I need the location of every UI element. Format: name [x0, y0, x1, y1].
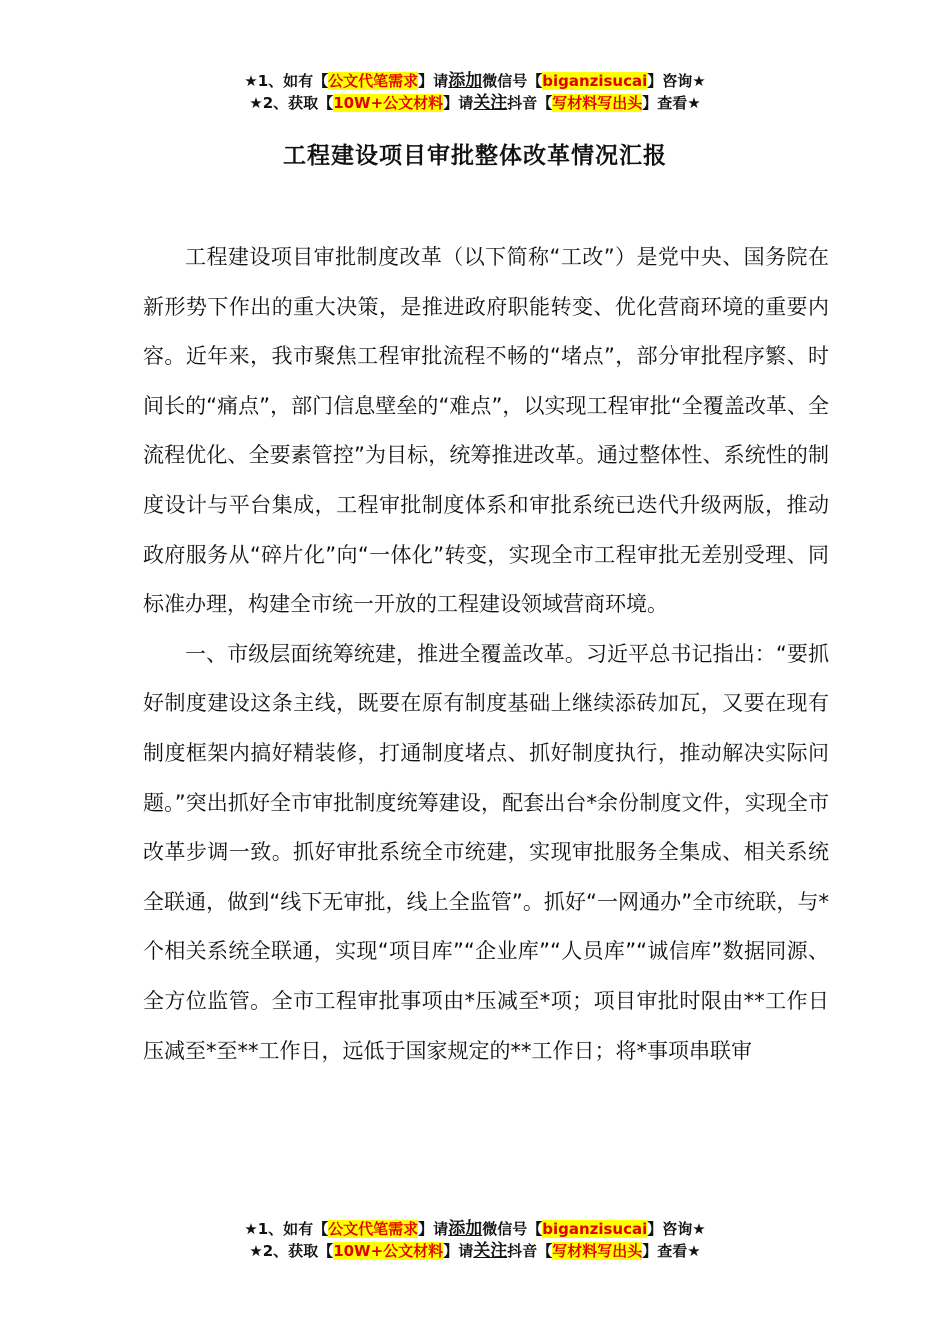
banner-text: 】咨询★	[647, 1220, 706, 1238]
banner-text: ★1、如有【	[244, 72, 329, 90]
highlighted-text: 10W+公文材料	[333, 1242, 444, 1260]
header-banner	[0, 70, 950, 114]
wechat-id-highlight: biganzisucai	[542, 1220, 648, 1238]
banner-text: 微信号【	[482, 72, 543, 90]
highlighted-text: 10W+公文材料	[333, 94, 444, 112]
document-title: 工程建设项目审批整体改革情况汇报	[283, 143, 667, 169]
paragraph-section-1: 一、市级层面统筹统建，推进全覆盖改革。习近平总书记指出：“要抓好制度建设这条主线，既要在原有制度基础上继续添砖加瓦，又要在现有制度框架内搞好精装修，打通制度堵点、抓好制度执行，推动解决实际问题。”突出抓好全市审批制度统筹建设，配套出台*余份制度文件，实现全市改革步调一致。抓好审批系统全市统建，实现审批服务全集成、相关系统全联通，做到“线下无审批，线上全监管”。抓好“一网通办”全市统联，与*个相关系统全联通，实现“项目库”“企业库”“人员库”“诚信库”数据同源、全方位监管。全市工程审批事项由*压减至*项；项目审批时限由**工作日压减至*至**工作日，远低于国家规定的**工作日；将*事项串联审	[143, 641, 829, 1063]
banner-text: 微信号【	[482, 1220, 543, 1238]
douyin-id-highlight: 写材料写出头	[552, 94, 643, 112]
highlighted-text: 公文代笔需求	[328, 72, 419, 90]
banner-text: 】请	[443, 94, 474, 112]
underlined-text: 关注	[473, 93, 508, 113]
banner-text: 抖音【	[507, 94, 553, 112]
footer-banner-line-1	[0, 1218, 950, 1240]
document-body	[143, 233, 829, 1076]
wechat-id-highlight: biganzisucai	[542, 72, 648, 90]
footer-banner	[0, 1218, 950, 1262]
header-banner-line-1	[0, 70, 950, 92]
banner-text: 】咨询★	[647, 72, 706, 90]
banner-text: 抖音【	[507, 1242, 553, 1260]
banner-text: ★2、获取【	[249, 1242, 334, 1260]
highlighted-text: 公文代笔需求	[328, 1220, 419, 1238]
banner-text: ★2、获取【	[249, 94, 334, 112]
banner-text: 】查看★	[642, 1242, 701, 1260]
banner-text: ★1、如有【	[244, 1220, 329, 1238]
banner-text: 】查看★	[642, 94, 701, 112]
footer-banner-line-2	[0, 1240, 950, 1262]
paragraph-intro: 工程建设项目审批制度改革（以下简称“工改”）是党中央、国务院在新形势下作出的重大决策，是推进政府职能转变、优化营商环境的重要内容。近年来，我市聚焦工程审批流程不畅的“堵点”，部分审批程序繁、时间长的“痛点”，部门信息壁垒的“难点”，以实现工程审批“全覆盖改革、全流程优化、全要素管控”为目标，统筹推进改革。通过整体性、系统性的制度设计与平台集成，工程审批制度体系和审批系统已迭代升级两版，推动政府服务从“碎片化”向“一体化”转变，实现全市工程审批无差别受理、同标准办理，构建全市统一开放的工程建设领域营商环境。	[143, 245, 829, 617]
underlined-text: 添加	[448, 1219, 483, 1239]
banner-text: 】请	[418, 1220, 449, 1238]
underlined-text: 添加	[448, 71, 483, 91]
underlined-text: 关注	[473, 1241, 508, 1261]
banner-text: 】请	[418, 72, 449, 90]
banner-text: 】请	[443, 1242, 474, 1260]
header-banner-line-2	[0, 92, 950, 114]
douyin-id-highlight: 写材料写出头	[552, 1242, 643, 1260]
